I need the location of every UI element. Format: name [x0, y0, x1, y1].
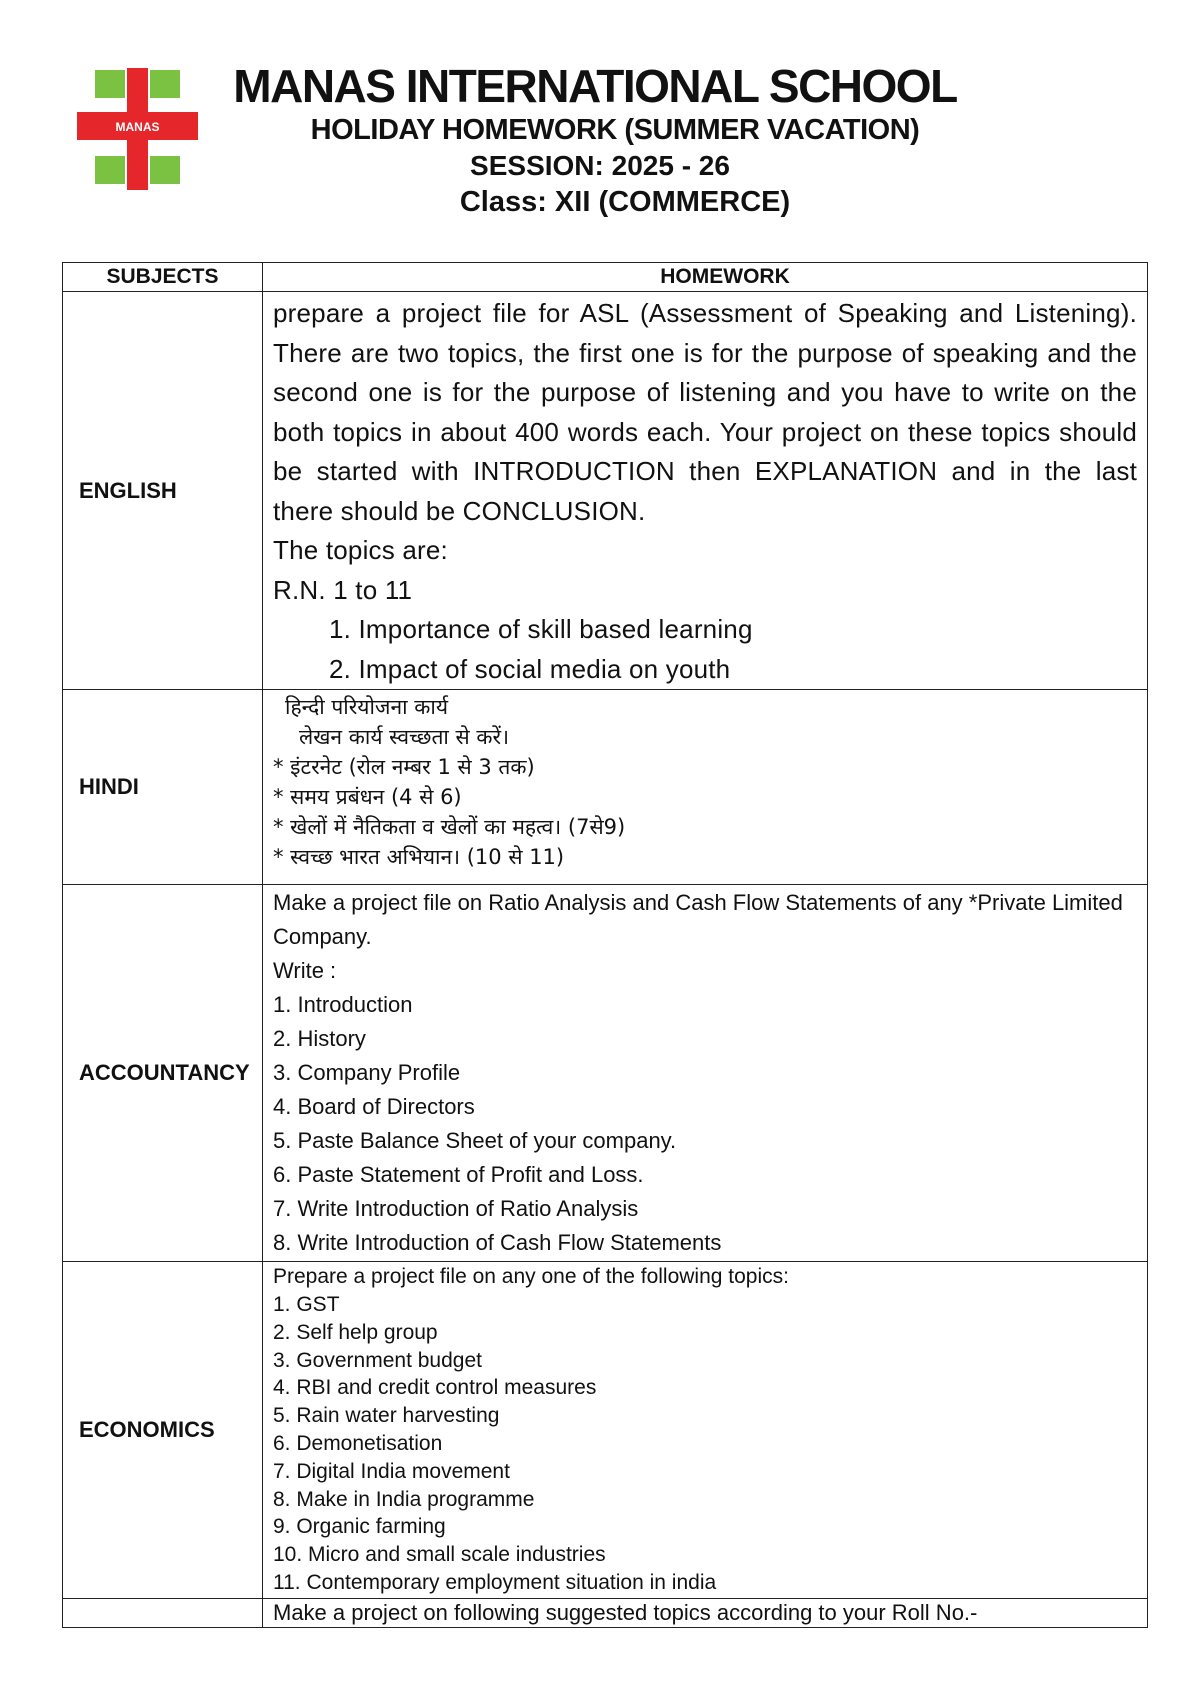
list-item: 8. Make in India programme: [273, 1487, 535, 1511]
header-subjects: SUBJECTS: [63, 263, 263, 292]
homework-last: Make a project on following suggested topics according to your Roll No.-: [263, 1599, 1148, 1628]
english-topics-label: The topics are:: [273, 535, 448, 565]
hindi-line-1: हिन्दी परियोजना कार्य: [285, 695, 449, 719]
list-item: 5. Rain water harvesting: [273, 1404, 500, 1428]
table-row-economics: [63, 1262, 1148, 1599]
subject-accountancy: ACCOUNTANCY: [63, 885, 263, 1262]
accountancy-intro: Make a project file on Ratio Analysis and Cash Flow Statements of any *Private Limited Company.: [273, 890, 1123, 949]
homework-economics: [263, 1262, 1148, 1599]
list-item: 7. Digital India movement: [273, 1459, 510, 1483]
list-item: 9. Organic farming: [273, 1515, 446, 1539]
hindi-line-3: * इंटरनेट (रोल नम्बर 1 से 3 तक): [273, 755, 535, 779]
logo-green-square-bl: [95, 156, 125, 184]
list-item: 6. Paste Statement of Profit and Loss.: [273, 1162, 644, 1187]
subject-hindi: HINDI: [63, 690, 263, 885]
list-item: 1. Introduction: [273, 992, 413, 1017]
accountancy-write-label: Write :: [273, 958, 337, 983]
table-row-english: [63, 292, 1148, 690]
school-logo: [75, 66, 200, 192]
logo-green-square-tl: [95, 70, 125, 98]
logo-green-square-tr: [150, 70, 180, 98]
homework-accountancy: [263, 885, 1148, 1262]
subject-english: ENGLISH: [63, 292, 263, 690]
list-item: 7. Write Introduction of Ratio Analysis: [273, 1196, 639, 1221]
list-item: 8. Write Introduction of Cash Flow Statements: [273, 1230, 722, 1255]
table-row-accountancy: [63, 885, 1148, 1262]
english-topic-2: 2. Impact of social media on youth: [329, 653, 731, 684]
list-item: 1. GST: [273, 1293, 340, 1317]
list-item: 2. History: [273, 1026, 366, 1051]
table-row-hindi: [63, 690, 1148, 885]
homework-table: [62, 262, 1148, 1628]
table-row-last: [63, 1599, 1148, 1628]
list-item: 2. Self help group: [273, 1320, 438, 1344]
logo-green-square-br: [150, 156, 180, 184]
list-item: 6. Demonetisation: [273, 1432, 443, 1455]
header-homework: HOMEWORK: [263, 263, 1148, 292]
class-label: Class: XII (COMMERCE): [459, 186, 791, 218]
list-item: 4. RBI and credit control measures: [273, 1376, 597, 1400]
english-paragraph: prepare a project file for ASL (Assessment of Speaking and Listening). There are two topics, the first one is for the purpose of speaking and the second one is for the purpose of listening and you have to write on the both topics in about 400 words each. Your project on these topics should be started with INTRODUCTION then EXPLANATION and in the last there should be CONCLUSION.: [273, 298, 1137, 526]
hindi-line-2: लेखन कार्य स्वच्छता से करें।: [299, 725, 510, 749]
hindi-line-6: * स्वच्छ भारत अभियान। (10 से 11): [273, 845, 565, 869]
subject-last: [63, 1599, 263, 1628]
school-name: MANAS INTERNATIONAL SCHOOL: [233, 60, 957, 112]
subject-economics: ECONOMICS: [63, 1262, 263, 1599]
session-label: SESSION: 2025 - 26: [470, 150, 730, 181]
list-item: 5. Paste Balance Sheet of your company.: [273, 1128, 677, 1153]
hindi-line-4: * समय प्रबंधन (4 से 6): [273, 785, 462, 809]
list-item: 3. Government budget: [273, 1348, 482, 1372]
homework-title: HOLIDAY HOMEWORK (SUMMER VACATION): [310, 114, 920, 146]
list-item: 10. Micro and small scale industries: [273, 1543, 606, 1567]
economics-intro: Prepare a project file on any one of the following topics:: [273, 1265, 789, 1289]
list-item: 4. Board of Directors: [273, 1094, 475, 1119]
hindi-line-5: * खेलों में नैतिकता व खेलों का महत्व। (7से9): [273, 815, 626, 839]
list-item: 11. Contemporary employment situation in india: [273, 1570, 717, 1594]
homework-hindi: [263, 690, 1148, 885]
english-roll-range: R.N. 1 to 11: [273, 574, 413, 605]
logo-text: MANAS: [115, 120, 160, 134]
english-topic-1: 1. Importance of skill based learning: [329, 614, 753, 644]
table-header-row: [63, 263, 1148, 292]
homework-english: [263, 292, 1148, 690]
list-item: 3. Company Profile: [273, 1060, 461, 1085]
